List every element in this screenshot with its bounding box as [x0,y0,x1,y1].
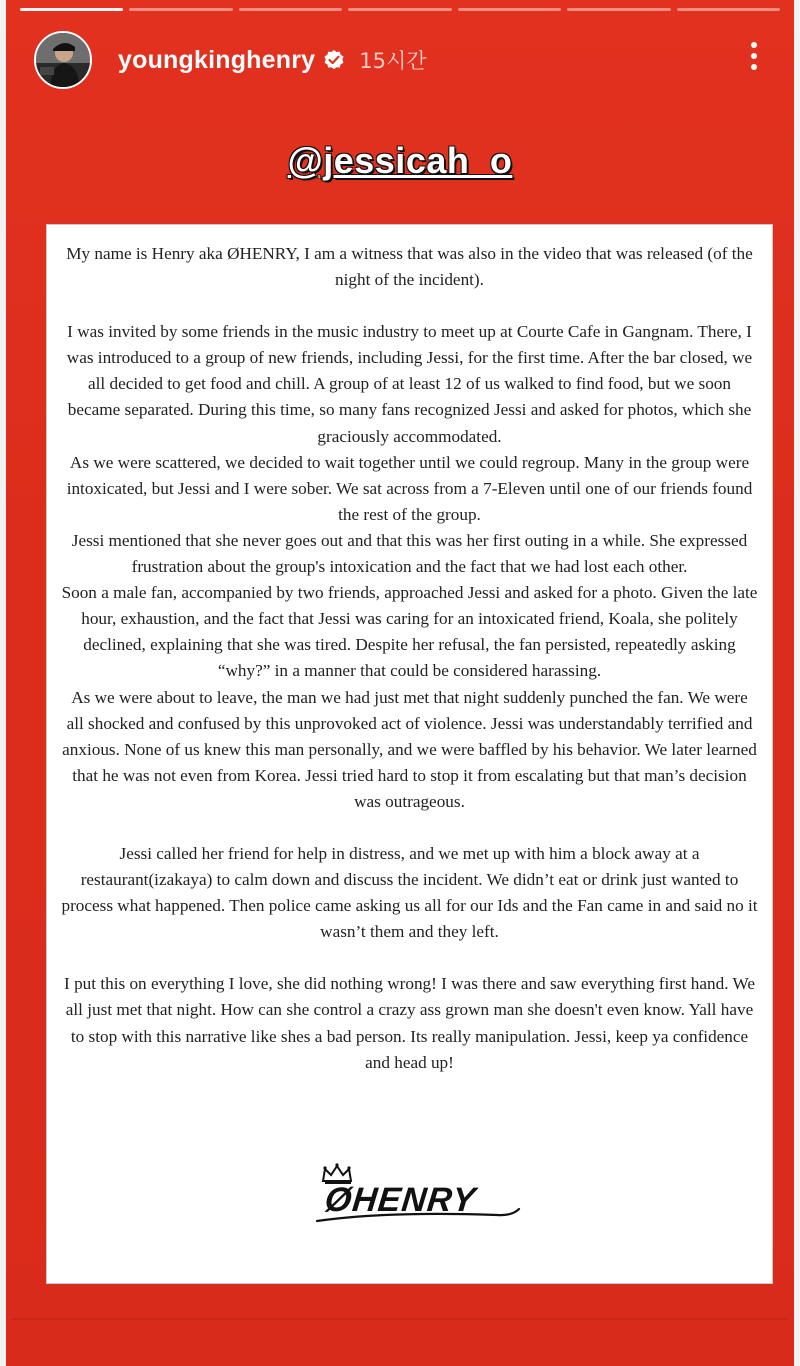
progress-segment [348,8,451,11]
statement-paragraph: Jessi called her friend for help in distress, and we met up with him a block away at a restaurant(izakaya) to calm down and discuss the incident. We didn’t eat or drink just wanted to process what happened. Then police came asking us all for our Ids and the Fan came in and said no it wasn’t them and they left. [61,843,758,942]
verified-badge-icon [323,49,345,71]
statement-paragraph: My name is Henry aka ØHENRY, I am a witness that was also in the video that was released (of the night of the incident). [66,244,753,290]
signature-text: ØHENRY [323,1181,478,1219]
statement-paragraph: I put this on everything I love, she did nothing wrong! I was there and saw everything first hand. We all just met that night. How can she control a crazy ass grown man she doesn't even know. Yall have to stop with this narrative like shes a bad person. Its really manipulation. Jessi, keep ya confidence and head up! [64,974,755,1072]
mention-tag[interactable]: @jessicah_o [287,140,513,181]
progress-segment [458,8,561,11]
progress-segment [677,8,780,11]
progress-segment [567,8,670,11]
progress-segment [20,8,123,11]
progress-segment [239,8,342,11]
statement-paragraph: Jessi mentioned that she never goes out and that this was her first outing in a while. She expressed frustration about the group's intoxication and the fact that we had lost each other. [71,530,748,577]
story-divider [12,1318,788,1320]
signature-underline [297,1163,527,1243]
statement-card [46,224,773,1284]
avatar[interactable] [34,31,92,89]
username[interactable]: youngkinghenry [118,45,316,74]
story-header [34,30,770,90]
signature [297,1163,527,1243]
progress-segment [129,8,232,11]
statement-paragraph: I was invited by some friends in the music industry to meet up at Courte Cafe in Gangnam. There, I was introduced to a group of new friends, including Jessi, for the first time. After the bar closed, we all decided to get food and chill. A group of at least 12 of us walked to find food, but we soon became separated. During this time, so many fans recognized Jessi and asked for photos, which she graciously accommodated. [66,322,753,446]
statement-paragraph: Soon a male fan, accompanied by two friends, approached Jessi and asked for a photo. Given the late hour, exhaustion, and the fact that Jessi was caring for an intoxicated friend, Koala, she politely declined, explaining that she was tired. Despite her refusal, the fan persisted, repeatedly asking “why?” in a manner that could be considered harassing. [61,583,758,681]
post-time: 15시간 [359,49,427,73]
statement-paragraph: As we were about to leave, the man we had just met that night suddenly punched the fan. We were all shocked and confused by this unprovoked act of violence. Jessi was understandably terrified and anxious. None of us knew this man personally, and we were baffled by his behavior. We later learned that he was not even from Korea. Jessi tried hard to stop it from escalating but that man’s decision was outrageous. [62,687,757,811]
story-progress-bar [20,8,780,11]
more-options-icon[interactable] [748,42,760,78]
statement-text [61,241,758,1076]
statement-paragraph: As we were scattered, we decided to wait together until we could regroup. Many in the group were intoxicated, but Jessi and I were sober. We sat across from a 7-Eleven until one of our friends found the rest of the group. [66,452,753,524]
